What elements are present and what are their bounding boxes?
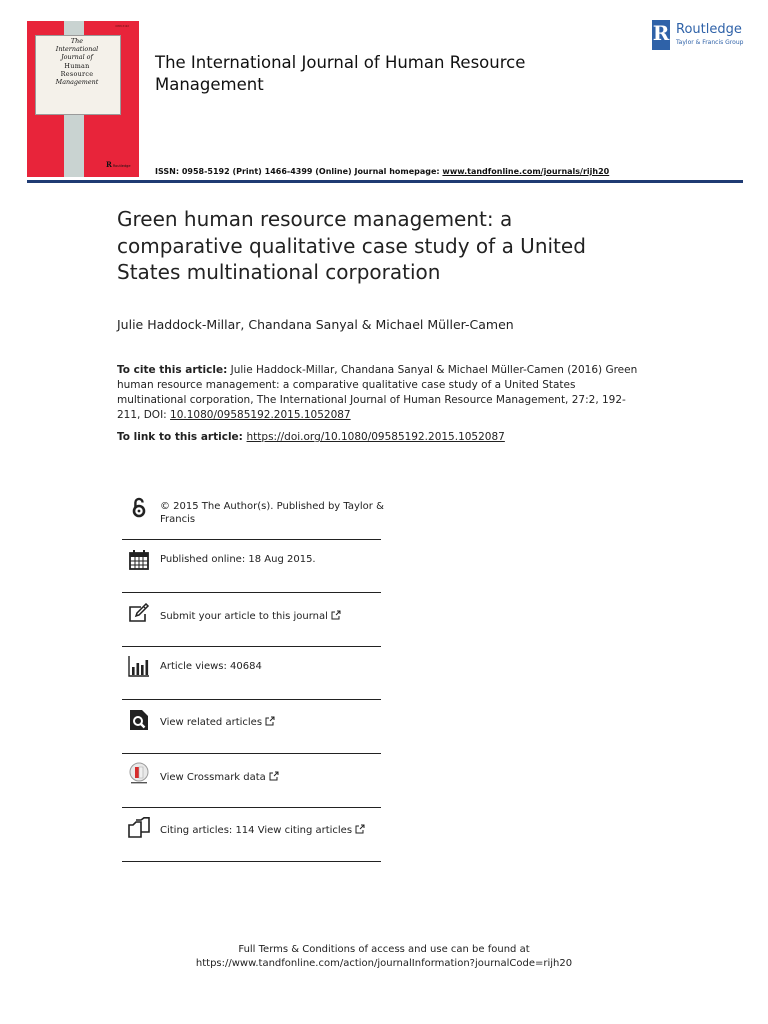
info-label: Published online: 18 Aug 2015. (160, 554, 316, 565)
article-info-list (122, 490, 384, 862)
publisher-name: Routledge (676, 22, 742, 37)
info-label[interactable]: Submit your article to this journal (160, 610, 341, 623)
cover-title-line: Management (55, 78, 99, 87)
cover-title-line: International (55, 45, 99, 54)
article-link-line (117, 431, 505, 443)
info-item-open-access (122, 490, 384, 540)
terms-link[interactable]: https://www.tandfonline.com/action/journalInformation?journalCode=rijh20 (195, 958, 573, 969)
citation (117, 363, 647, 423)
external-link-icon (265, 716, 275, 726)
info-label[interactable]: Citing articles: 114 View citing articles (160, 824, 365, 837)
bar-chart-icon (128, 655, 150, 677)
journal-cover-image[interactable] (27, 21, 139, 177)
citation-doi-link[interactable]: 10.1080/09585192.2015.1052087 (170, 409, 351, 421)
cover-title-line: Journal of (61, 53, 93, 62)
cover-title-line: Resource (60, 69, 94, 78)
journal-homepage-link[interactable]: www.tandfonline.com/journals/rijh20 (442, 167, 610, 176)
external-link-icon (355, 824, 365, 834)
publisher-logo-mark: R (652, 20, 670, 50)
header-divider (27, 180, 743, 183)
article-doi-link[interactable]: https://doi.org/10.1080/09585192.2015.1052087 (246, 431, 505, 443)
cover-publisher-logo: RRoutledge (106, 160, 131, 169)
info-label[interactable]: View Crossmark data (160, 771, 279, 784)
terms-footer (0, 943, 768, 971)
info-item-published (122, 540, 381, 593)
external-link-icon (269, 771, 279, 781)
citation-text: Julie Haddock-Millar, Chandana Sanyal & Michael Müller-Camen (2016) Green human resource management: a comparative qualitative case study of a United States multinational corporation, The International Journal of Human Resource Management, 27:2, 192-211, DOI: (117, 364, 638, 421)
article-title: Green human resource management: a comparative qualitative case study of a United States multinational corporation (117, 207, 586, 284)
cover-code: 0958-5192 (115, 25, 129, 28)
calendar-icon (128, 549, 150, 571)
search-document-icon (128, 709, 150, 731)
publisher-tagline: Taylor & Francis Group (676, 39, 744, 46)
article-link-label: To link to this article: (117, 431, 247, 443)
crossmark-icon (128, 762, 150, 784)
info-item-views (122, 647, 381, 700)
issn-line (155, 167, 609, 176)
info-label: © 2015 The Author(s). Published by Taylor & Francis (160, 501, 384, 525)
cover-title-line: Human (64, 61, 90, 70)
issn-text: ISSN: 0958-5192 (Print) 1466-4399 (Online) Journal homepage: (155, 167, 443, 176)
info-item-related[interactable] (122, 700, 381, 754)
open-access-icon (128, 496, 150, 518)
info-item-submit[interactable] (122, 593, 381, 647)
external-link-icon (331, 610, 341, 620)
info-label: Article views: 40684 (160, 661, 262, 672)
citing-articles-icon (128, 817, 150, 839)
cover-title (35, 37, 119, 86)
info-item-crossmark[interactable] (122, 754, 381, 808)
info-label[interactable]: View related articles (160, 716, 275, 729)
terms-text: Full Terms & Conditions of access and use can be found at (238, 944, 530, 955)
info-item-citing[interactable] (122, 808, 381, 862)
cover-title-line: The (70, 37, 84, 45)
journal-name[interactable]: The International Journal of Human Resource Management (155, 53, 526, 94)
publisher-logo[interactable] (652, 20, 752, 54)
edit-icon (128, 603, 150, 625)
article-authors: Julie Haddock-Millar, Chandana Sanyal & Michael Müller-Camen (117, 317, 514, 332)
citation-label: To cite this article: (117, 364, 228, 376)
